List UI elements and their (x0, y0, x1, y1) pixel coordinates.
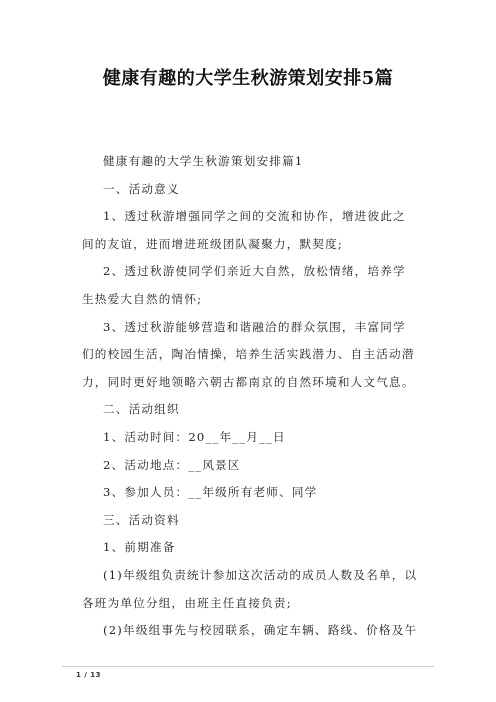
body-line: 力，同时更好地领略六朝古都南京的自然环境和人文气息。 (82, 374, 415, 389)
body-line: 2、透过秋游使同学们亲近大自然，放松情绪，培养学 (103, 264, 406, 279)
body-line: (2)年级组事先与校园联系，确定车辆、路线、价格及午 (103, 623, 418, 638)
body-line: 1、透过秋游增强同学之间的交流和协作，增进彼此之 (103, 209, 406, 224)
body-line: 间的友谊，进而增进班级团队凝聚力，默契度; (82, 236, 343, 251)
page-number: 1 / 13 (76, 671, 102, 679)
body-line: (1)年级组负责统计参加这次活动的成员人数及名单，以 (103, 567, 418, 582)
document-body (82, 148, 433, 645)
body-line: 们的校园生活，陶冶情操，培养生活实践潜力、自主活动潜 (82, 347, 415, 362)
section-heading: 三、活动资料 (103, 512, 180, 527)
body-line: 1、活动时间：20__年__月__日 (103, 429, 286, 444)
body-line: 1、前期准备 (103, 540, 176, 555)
body-line: 健康有趣的大学生秋游策划安排篇1 (103, 154, 304, 168)
body-line: 各班为单位分组，由班主任直接负责; (82, 595, 292, 610)
section-heading: 一、活动意义 (103, 181, 180, 196)
body-line: 生热爱大自然的情怀; (82, 291, 203, 306)
body-line: 2、活动地点：__风景区 (103, 457, 241, 472)
body-line: 3、参加人员：__年级所有老师、同学 (103, 485, 318, 500)
body-line: 3、透过秋游能够营造和谐融洽的群众氛围，丰富同学 (103, 319, 406, 334)
section-heading: 二、活动组织 (103, 402, 180, 417)
footer-divider (62, 666, 434, 667)
document-title: 健康有趣的大学生秋游策划安排5篇 (102, 68, 394, 89)
